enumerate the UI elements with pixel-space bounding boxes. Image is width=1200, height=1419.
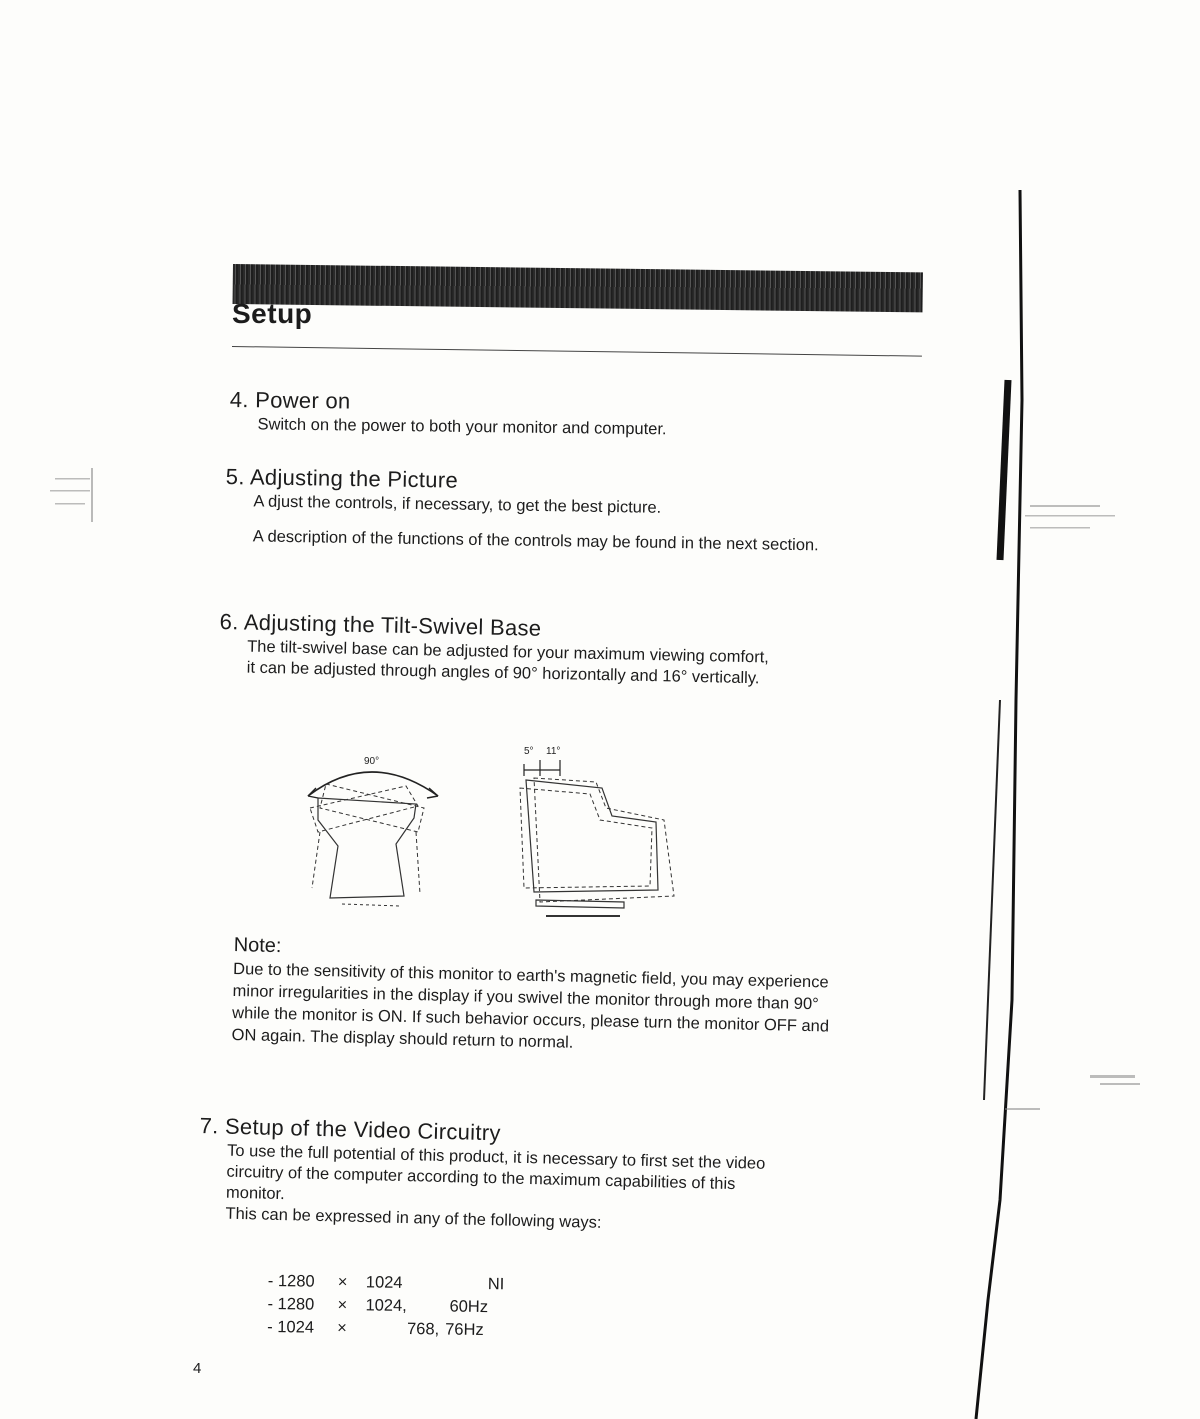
step-7 <box>197 1112 800 1239</box>
step-4-text: Switch on the power to both your monitor and computer. <box>257 415 667 439</box>
note-text: Due to the sensitivity of this monitor to earth's magnetic field, you may experience minor irregularities in the display if you swivel the monitor through more than 90° while the monitor is ON. If such behavior occurs, please turn the monitor OFF and ON again. The display should return to normal. <box>231 959 830 1052</box>
step-5-heading: 5. Adjusting the Picture <box>225 463 459 493</box>
step-7-text: To use the full potential of this product, it is necessary to first set the video circuitry of the computer according to the maximum capabilities of this monitor. <box>225 1141 766 1204</box>
step-6-text: The tilt-swivel base can be adjusted for your maximum viewing comfort, it can be adjusted through angles of 90° horizontally and 16° vertically. <box>246 637 770 688</box>
note-heading: Note: <box>233 933 282 958</box>
step-5-text-2: A description of the functions of the controls may be found in the next section. <box>252 527 819 555</box>
tilt-angle-label-1: 5° <box>524 746 534 757</box>
tilt-angle-label-2: 11° <box>546 746 561 757</box>
note-section <box>231 932 843 1060</box>
step-5 <box>225 463 826 556</box>
resolution-list <box>267 1270 548 1343</box>
resolution-item: - 1280 × 1024 NI <box>267 1271 505 1294</box>
swivel-angle-label: 90° <box>364 756 380 767</box>
step-5-text: A djust the controls, if necessary, to get the best picture. <box>253 492 662 517</box>
section-header-bar <box>233 264 923 312</box>
step-6 <box>219 608 780 690</box>
step-4 <box>229 386 830 442</box>
resolution-item: - 1024 × 768, 76Hz <box>267 1317 484 1340</box>
swivel-base-figure <box>296 748 446 918</box>
step-7-text-2: This can be expressed in any of the following ways: <box>225 1204 602 1232</box>
step-4-heading: 4. Power on <box>229 386 351 414</box>
resolution-item: - 1280 × 1024, 60Hz <box>267 1294 489 1317</box>
step-6-heading: 6. Adjusting the Tilt-Swivel Base <box>219 608 542 641</box>
tilt-base-figure <box>516 740 696 920</box>
section-title: Setup <box>232 298 313 329</box>
page-number: 4 <box>193 1360 202 1377</box>
step-7-heading: 7. Setup of the Video Circuitry <box>199 1112 502 1146</box>
